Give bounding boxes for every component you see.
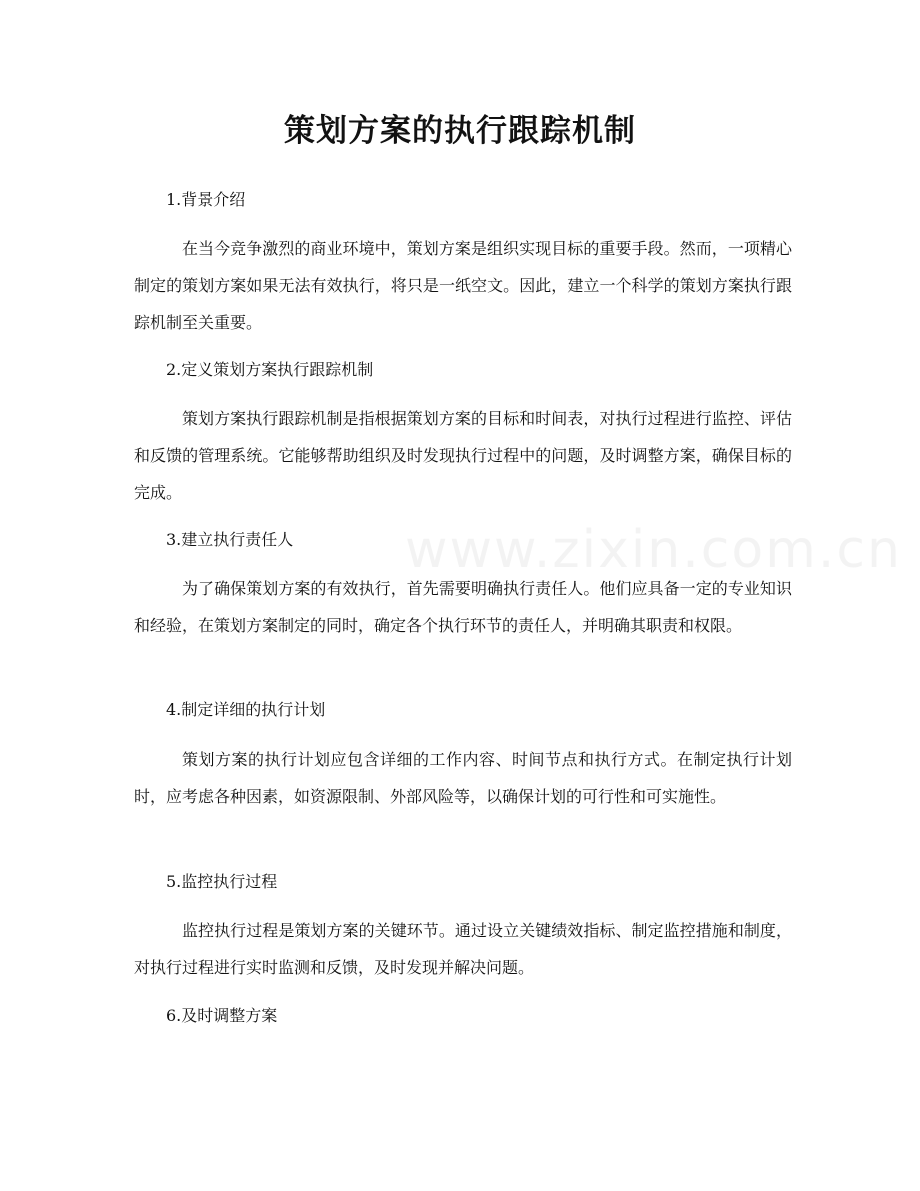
watermark: www.zixin.com.cn (405, 520, 902, 580)
section-paragraph-background: 在当今竞争激烈的商业环境中，策划方案是组织实现目标的重要手段。然而，一项精心制定的策划方案如果无法有效执行，将只是一纸空文。因此，建立一个科学的策划方案执行跟踪机制至关重要。 (134, 239, 792, 332)
section-paragraph-responsibility: 为了确保策划方案的有效执行，首先需要明确执行责任人。他们应具备一定的专业知识和经验，在策划方案制定的同时，确定各个执行环节的责任人，并明确其职责和权限。 (134, 579, 792, 635)
section-heading-responsibility: 3.建立执行责任人 (166, 530, 294, 549)
document-title: 策划方案的执行跟踪机制 (284, 113, 636, 149)
section-paragraph-monitoring: 监控执行过程是策划方案的关键环节。通过设立关键绩效指标、制定监控措施和制度，对执行过程进行实时监测和反馈，及时发现并解决问题。 (134, 921, 792, 977)
section-heading-monitoring: 5.监控执行过程 (166, 872, 278, 891)
section-heading-plan: 4.制定详细的执行计划 (166, 700, 326, 719)
section-heading-definition: 2.定义策划方案执行跟踪机制 (166, 360, 374, 379)
section-paragraph-definition: 策划方案执行跟踪机制是指根据策划方案的目标和时间表，对执行过程进行监控、评估和反馈的管理系统。它能够帮助组织及时发现执行过程中的问题，及时调整方案，确保目标的完成。 (134, 409, 792, 502)
section-heading-adjustment: 6.及时调整方案 (166, 1006, 278, 1025)
section-paragraph-plan: 策划方案的执行计划应包含详细的工作内容、时间节点和执行方式。在制定执行计划时，应考虑各种因素，如资源限制、外部风险等，以确保计划的可行性和可实施性。 (134, 750, 792, 806)
section-heading-background: 1.背景介绍 (166, 190, 246, 209)
